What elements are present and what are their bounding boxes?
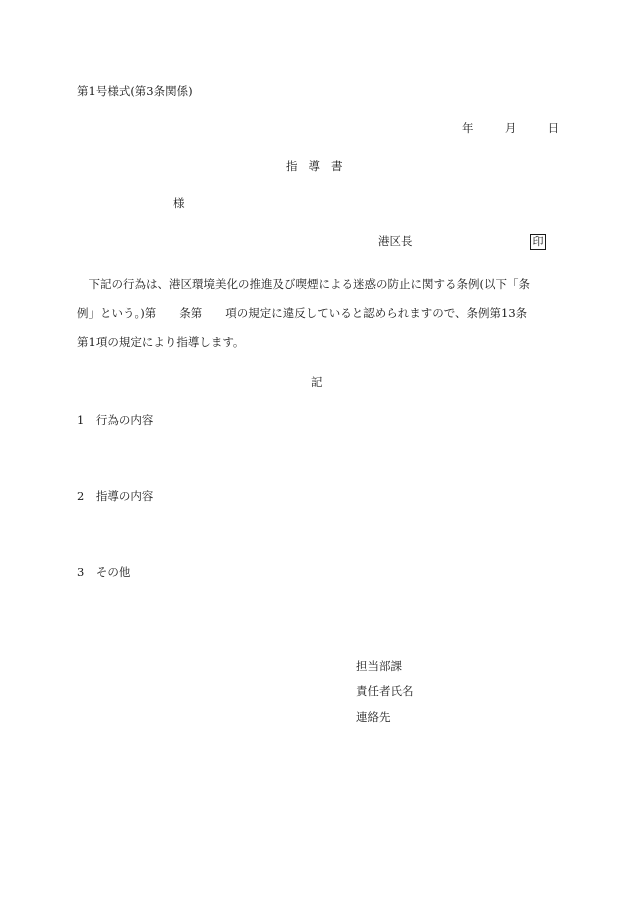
contact-info: 連絡先 xyxy=(356,710,391,724)
body-line: 第1項の規定により指導します。 xyxy=(77,335,245,349)
item-action-content: 1 行為の内容 xyxy=(77,413,154,427)
document-title: 指導書 xyxy=(286,159,354,173)
recipient-suffix: 様 xyxy=(173,196,185,210)
item-other: 3 その他 xyxy=(77,565,131,579)
date-line xyxy=(462,123,559,135)
contact-responsible-person: 責任者氏名 xyxy=(356,684,414,698)
date-year: 年 xyxy=(462,121,474,135)
body-paragraph xyxy=(77,270,555,357)
form-number-label: 第1号様式(第3条関係) xyxy=(77,84,193,98)
date-day: 日 xyxy=(547,121,560,135)
sender-name: 港区長 xyxy=(378,234,413,248)
body-line: 例」という。)第 条第 項の規定に違反していると認められますので、条例第13条 xyxy=(77,306,528,320)
item-guidance-content: 2 指導の内容 xyxy=(77,489,154,503)
ki-heading: 記 xyxy=(311,375,323,389)
date-month: 月 xyxy=(504,121,517,135)
seal-stamp: 印 xyxy=(530,234,546,250)
contact-department: 担当部課 xyxy=(356,659,402,673)
body-line: 下記の行為は、港区環境美化の推進及び喫煙による迷惑の防止に関する条例(以下「条 xyxy=(77,277,530,291)
